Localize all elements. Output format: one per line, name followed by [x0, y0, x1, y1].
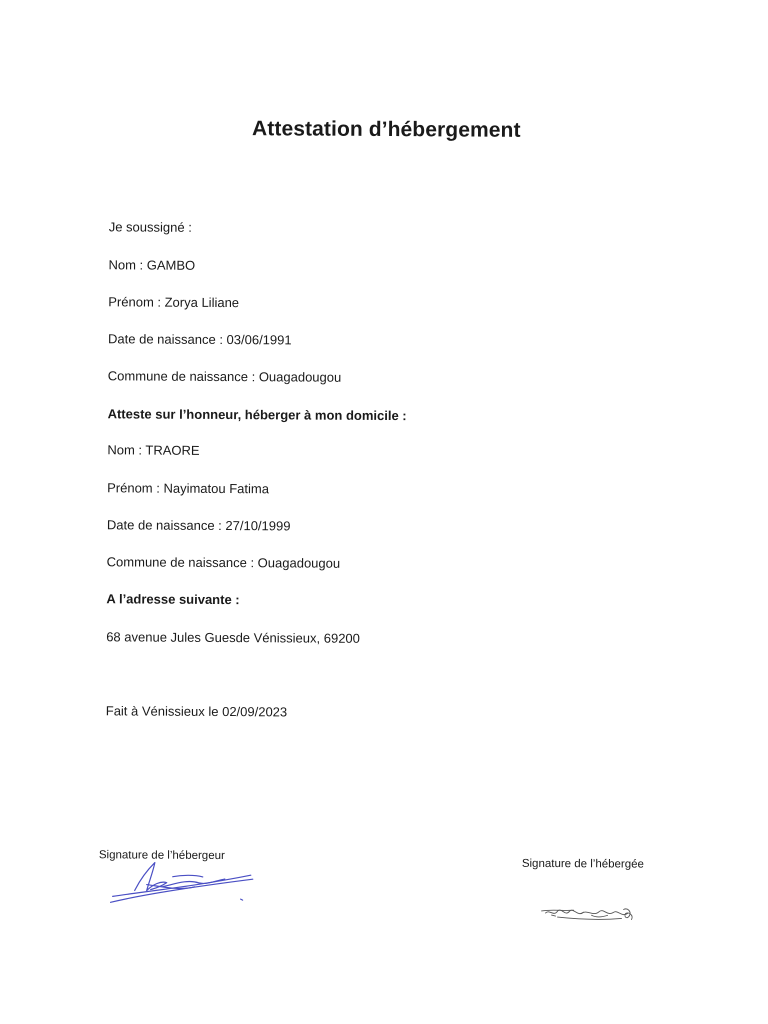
host-birth-place: Commune de naissance : Ouagadougou [107, 368, 342, 385]
guest-last-name: Nom : TRAORE [107, 442, 200, 458]
host-birth-date: Date de naissance : 03/06/1991 [108, 331, 292, 348]
place-and-date: Fait à Vénissieux le 02/09/2023 [105, 703, 288, 720]
guest-signature-label: Signature de l’hébergée [521, 857, 645, 871]
guest-birth-place: Commune de naissance : Ouagadougou [106, 554, 341, 571]
host-last-name: Nom : GAMBO [108, 257, 196, 273]
guest-first-name: Prénom : Nayimatou Fatima [107, 480, 270, 497]
host-first-name: Prénom : Zorya Liliane [108, 294, 240, 311]
host-signature-image [103, 856, 263, 912]
guest-birth-date: Date de naissance : 27/10/1999 [106, 517, 291, 534]
document-title: Attestation d’hébergement [252, 117, 521, 142]
attestation-statement: Atteste sur l’honneur, héberger à mon domicile : [107, 406, 407, 424]
address-value: 68 avenue Jules Guesde Vénissieux, 69200 [106, 629, 360, 646]
host-signature-label: Signature de l’hébergeur [98, 849, 225, 863]
guest-signature-image [537, 899, 642, 936]
intro-line: Je soussigné : [108, 219, 192, 235]
address-heading: A l’adresse suivante : [106, 591, 240, 608]
